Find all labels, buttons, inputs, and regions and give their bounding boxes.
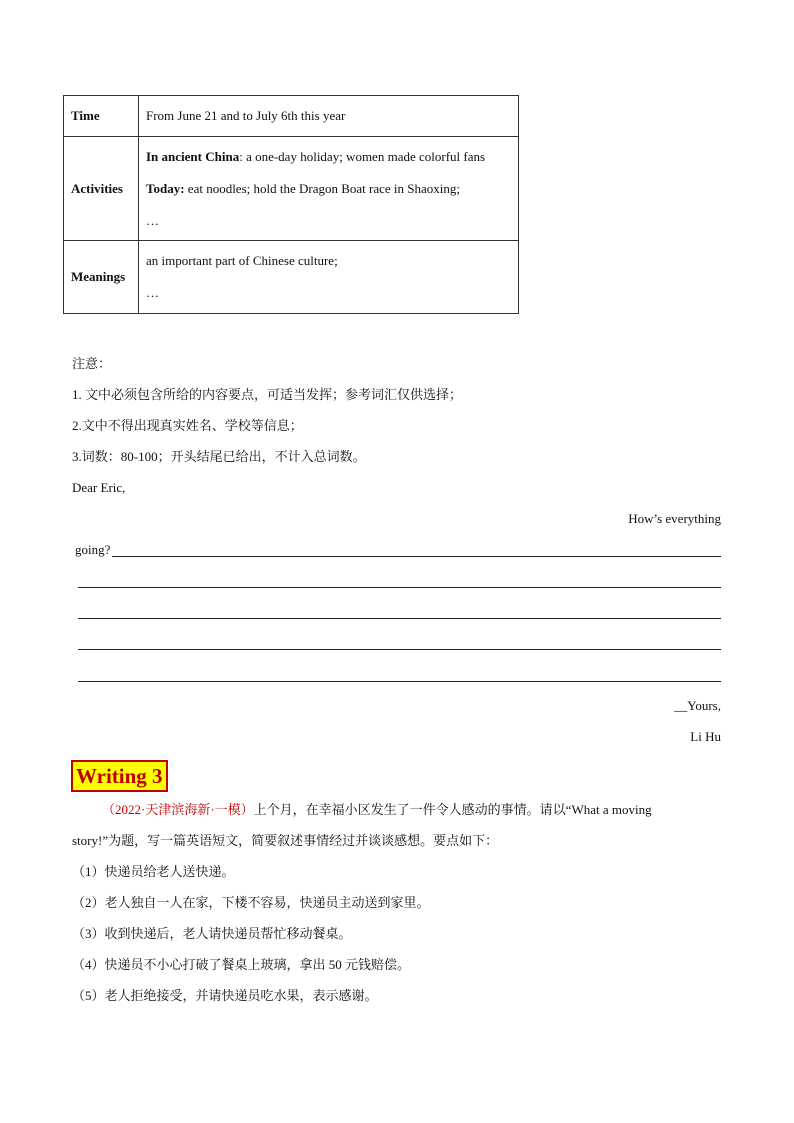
table-row-activities [64,137,519,241]
letter-signature: Li Hu [690,729,721,744]
task-point: （5）老人拒绝接受，并请快递员吃水果，表示感谢。 [72,988,378,1003]
task-point: （4）快递员不小心打破了餐桌上玻璃，拿出 50 元钱赔偿。 [72,957,411,972]
row-label: Activities [64,137,139,241]
answer-line[interactable] [78,649,721,650]
answer-line[interactable] [78,618,721,619]
task-point: （1）快递员给老人送快递。 [72,864,235,879]
note-item: 3.词数：80-100；开头结尾已给出，不计入总词数。 [72,449,366,464]
table-row-meanings [64,241,519,314]
letter-opening-right: How’s everything [628,511,721,526]
task-point: （3）收到快递后，老人请快递员帮忙移动餐桌。 [72,926,352,941]
note-item: 2.文中不得出现真实姓名、学校等信息； [72,418,303,433]
row-content: an important part of Chinese culture; … [139,241,519,314]
notes-heading: 注意： [72,356,112,371]
answer-line[interactable] [78,587,721,588]
row-content: From June 21 and to July 6th this year [139,96,519,137]
task-intro: （2022·天津滨海新·一模）上个月，在幸福小区发生了一件令人感动的事情。请以“What a moving [102,802,652,817]
letter-greeting: Dear Eric, [72,480,126,495]
answer-line[interactable] [78,681,721,682]
letter-opening-left: going? [75,542,111,557]
row-content: In ancient China: a one-day holiday; women made colorful fans Today: eat noodles; hold the Dragon Boat race in Shaoxing; … [139,137,519,241]
writing-task [72,800,722,1017]
section-title: Writing 3 [71,760,168,792]
task-point: （2）老人独自一人在家，下楼不容易，快递员主动送到家里。 [72,895,430,910]
info-table [63,95,519,314]
task-source: （2022·天津滨海新·一模） [102,802,254,817]
table-row-time [64,96,519,137]
letter-closing: __Yours, [674,698,721,713]
notes-section [72,352,462,507]
row-label: Meanings [64,241,139,314]
answer-line[interactable] [112,556,721,557]
row-label: Time [64,96,139,137]
note-item: 1. 文中必须包含所给的内容要点，可适当发挥；参考词汇仅供选择； [72,387,463,402]
task-intro-cont: story!”为题，写一篇英语短文，简要叙述事情经过并谈谈感想。要点如下： [72,833,499,848]
